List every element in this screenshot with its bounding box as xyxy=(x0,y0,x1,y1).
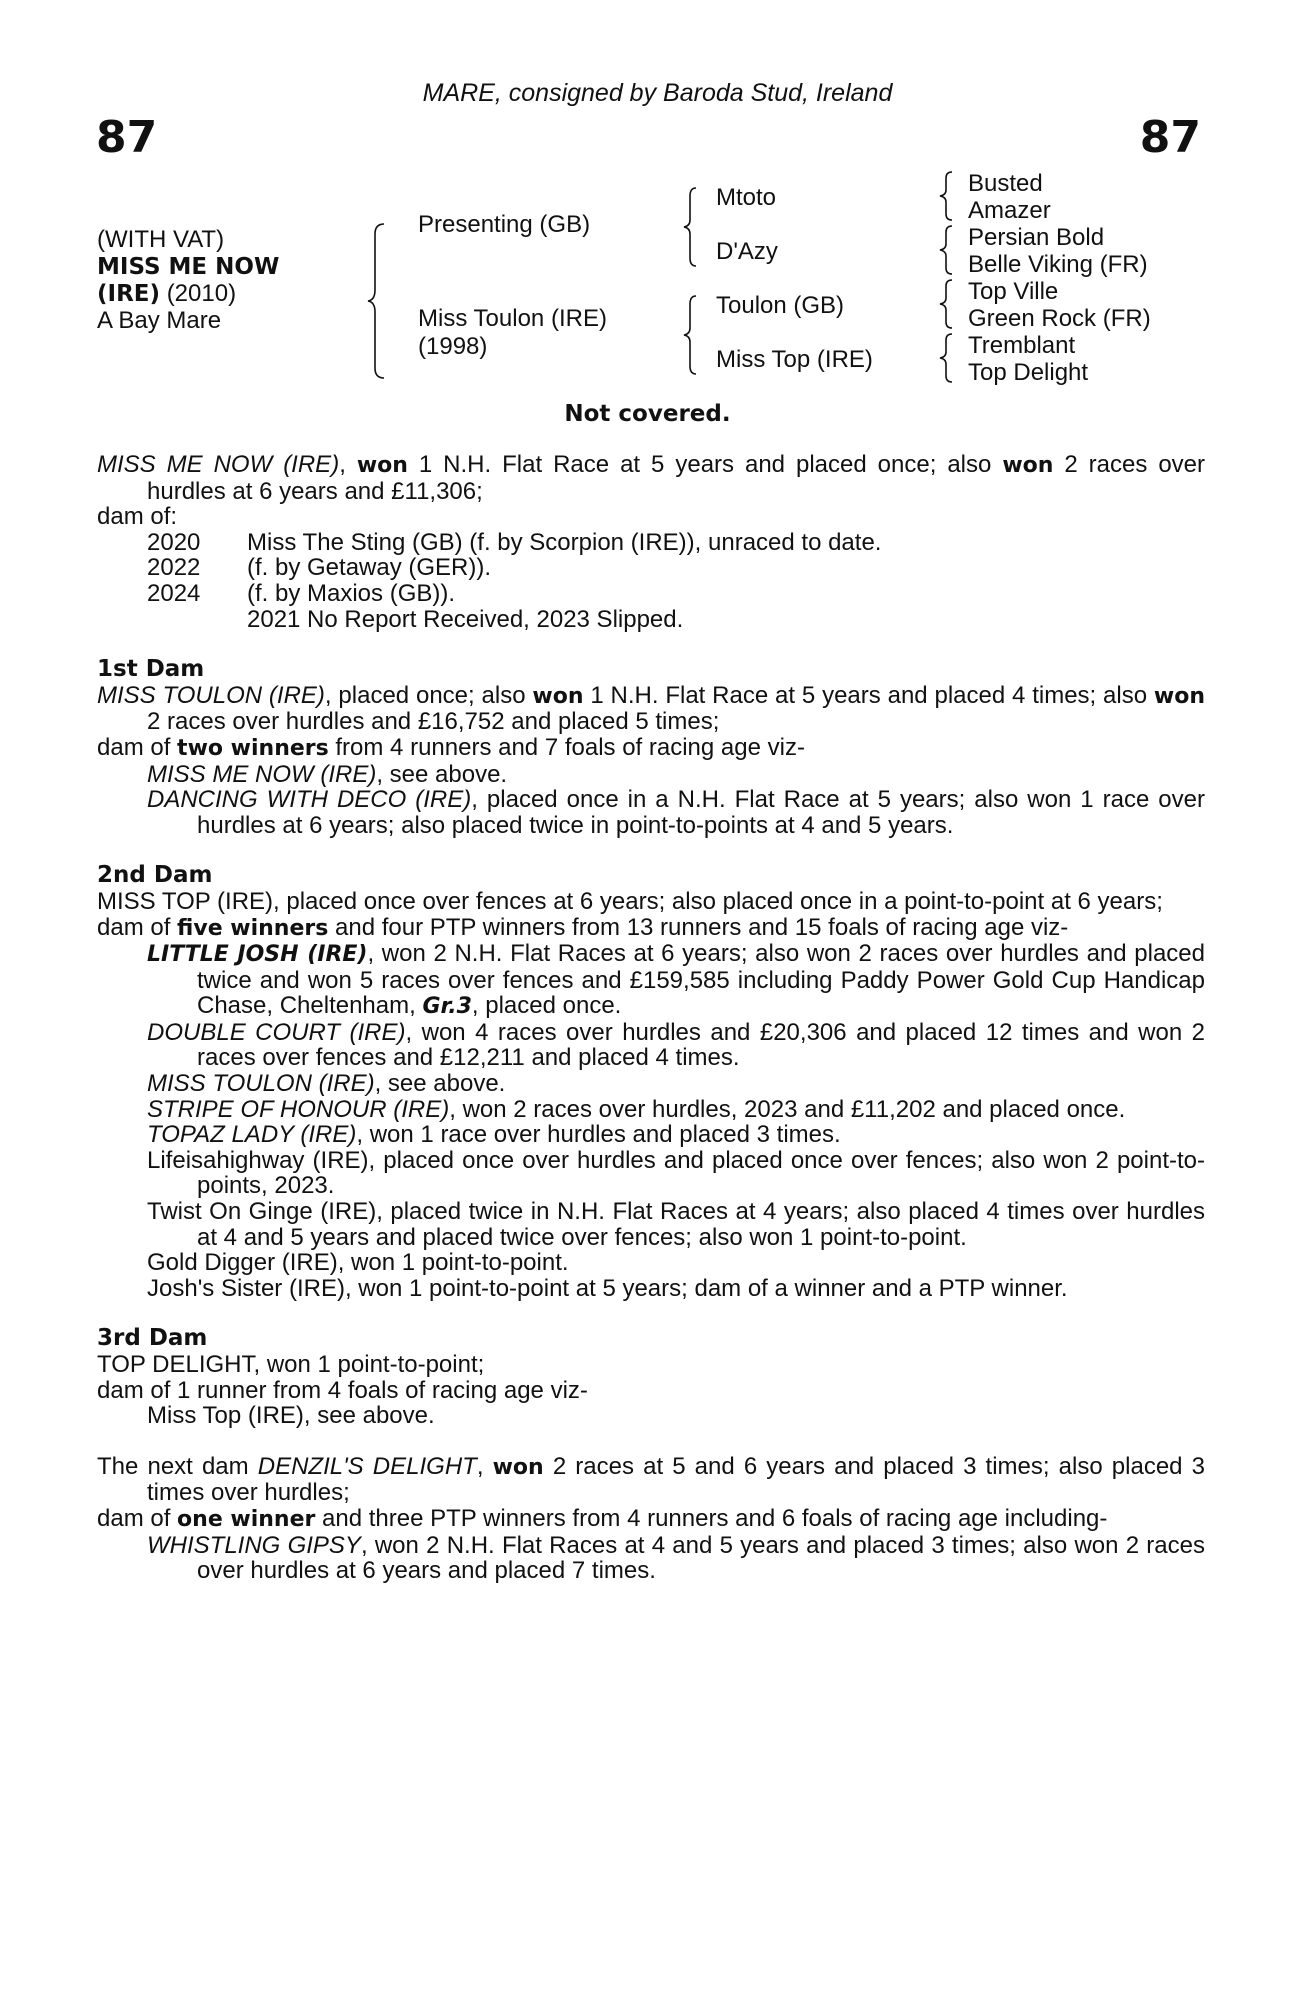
catalogue-body xyxy=(97,452,1205,1584)
progeny-entry: DANCING WITH DECO (IRE), placed once in a N.H. Flat Race at 5 years; also won 1 race over hurdles at 6 years; also placed twice in point-to-points at 4 and 5 years. xyxy=(147,786,1205,839)
sire-dam: D'Azy xyxy=(716,238,778,265)
g3-ancestor: Tremblant xyxy=(968,332,1076,359)
progeny-entry: MISS ME NOW (IRE), see above. xyxy=(147,760,508,788)
foal-row: 2020 Miss The Sting (GB) (f. by Scorpion (IRE)), unraced to date. xyxy=(147,528,882,556)
vat-label: (WITH VAT) xyxy=(97,226,225,253)
brace-g3-3 xyxy=(938,278,958,330)
first-dam-summary: MISS TOULON (IRE), placed once; also won 1 N.H. Flat Race at 5 years and placed 4 times; also won 2 races over hurdles and £16,752 and placed 5 times; xyxy=(97,681,1206,736)
progeny-entry: MISS TOULON (IRE), see above. xyxy=(147,1070,506,1098)
second-dam-summary: MISS TOP (IRE), placed once over fences at 6 years; also placed once in a point-to-point at 6 years; xyxy=(97,887,1163,915)
second-dam-progeny-summary: dam of five winners and four PTP winners from 13 runners and 15 foals of racing age viz- xyxy=(97,913,1069,941)
consignment-line: MARE, consigned by Baroda Stud, Ireland xyxy=(422,79,893,107)
progeny-entry: Lifeisahighway (IRE), placed once over hurdles and placed once over fences; also won 2 point-to-points, 2023. xyxy=(147,1146,1205,1200)
g3-ancestor: Persian Bold xyxy=(968,224,1105,251)
progeny-entry: LITTLE JOSH (IRE), won 2 N.H. Flat Races at 6 years; also won 2 races over hurdles and placed twice and won 5 races over fences and £159,585 including Paddy Power Gold Cup Handicap Chase, Cheltenham, Gr.3, placed once. xyxy=(147,940,1205,1020)
dam: Miss Toulon (IRE) xyxy=(418,305,607,332)
progeny-entry: Miss Top (IRE), see above. xyxy=(147,1402,435,1430)
dam-year: (1998) xyxy=(418,333,488,360)
g3-ancestor: Top Delight xyxy=(968,359,1089,386)
progeny-entry: Gold Digger (IRE), won 1 point-to-point. xyxy=(147,1249,569,1277)
dam-sire: Toulon (GB) xyxy=(716,292,845,319)
progeny-entry: STRIPE OF HONOUR (IRE), won 2 races over hurdles, 2023 and £11,202 and placed once. xyxy=(147,1095,1126,1123)
brace-dam xyxy=(682,294,702,376)
brace-sire xyxy=(682,186,702,268)
brace-g3-1 xyxy=(938,170,958,222)
next-dam-progeny-summary: dam of one winner and three PTP winners from 4 runners and 6 foals of racing age including- xyxy=(97,1504,1108,1532)
third-dam-progeny-summary: dam of 1 runner from 4 foals of racing age viz- xyxy=(97,1376,588,1404)
second-dam-heading: 2nd Dam xyxy=(97,862,213,889)
next-dam-summary: The next dam DENZIL'S DELIGHT, won 2 races at 5 and 6 years and placed 3 times; also placed 3 times over hurdles; xyxy=(97,1452,1205,1507)
first-dam-heading: 1st Dam xyxy=(97,656,205,683)
g3-ancestor: Top Ville xyxy=(968,278,1059,305)
foal-row: 2021 No Report Received, 2023 Slipped. xyxy=(247,605,684,633)
brace-g3-4 xyxy=(938,332,958,384)
third-dam-summary: TOP DELIGHT, won 1 point-to-point; xyxy=(97,1351,485,1378)
dam-dam: Miss Top (IRE) xyxy=(716,346,873,373)
progeny-entry: Twist On Ginge (IRE), placed twice in N.H. Flat Races at 4 years; also placed 4 times over hurdles at 4 and 5 years and placed twice over fences; also won 1 point-to-point. xyxy=(147,1198,1205,1251)
first-dam-progeny-summary: dam of two winners from 4 runners and 7 foals of racing age viz- xyxy=(97,733,805,761)
covering-status: Not covered. xyxy=(564,401,731,427)
horse-name-suffix: (IRE) (2010) xyxy=(97,280,237,307)
foal-row: 2022 (f. by Getaway (GER)). xyxy=(147,554,492,582)
horse-description: A Bay Mare xyxy=(97,307,222,334)
brace-g3-2 xyxy=(938,224,958,276)
g3-ancestor: Belle Viking (FR) xyxy=(968,251,1148,278)
brace-main xyxy=(366,222,390,380)
horse-name: MISS ME NOW xyxy=(97,254,280,280)
dam-of-label: dam of: xyxy=(97,503,178,531)
g3-ancestor: Busted xyxy=(968,170,1043,197)
progeny-entry: WHISTLING GIPSY, won 2 N.H. Flat Races at 4 and 5 years and placed 3 times; also won 2 races over hurdles at 6 years and placed 7 times. xyxy=(147,1531,1205,1585)
horse-summary: MISS ME NOW (IRE), won 1 N.H. Flat Race at 5 years and placed once; also won 2 races over hurdles at 6 years and £11,306; xyxy=(97,451,1206,505)
lot-number-right: 87 xyxy=(1139,112,1201,163)
sire-sire: Mtoto xyxy=(716,184,777,211)
g3-ancestor: Green Rock (FR) xyxy=(968,305,1151,332)
progeny-entry: Josh's Sister (IRE), won 1 point-to-point at 5 years; dam of a winner and a PTP winner. xyxy=(147,1274,1068,1302)
sire: Presenting (GB) xyxy=(418,211,591,238)
lot-number-left: 87 xyxy=(96,112,158,163)
third-dam-heading: 3rd Dam xyxy=(97,1325,208,1352)
progeny-entry: TOPAZ LADY (IRE), won 1 race over hurdles and placed 3 times. xyxy=(147,1121,841,1149)
foal-row: 2024 (f. by Maxios (GB)). xyxy=(147,579,456,607)
g3-ancestor: Amazer xyxy=(968,197,1051,224)
progeny-entry: DOUBLE COURT (IRE), won 4 races over hurdles and £20,306 and placed 12 times and won 2 races over fences and £12,211 and placed 4 times. xyxy=(147,1018,1206,1072)
